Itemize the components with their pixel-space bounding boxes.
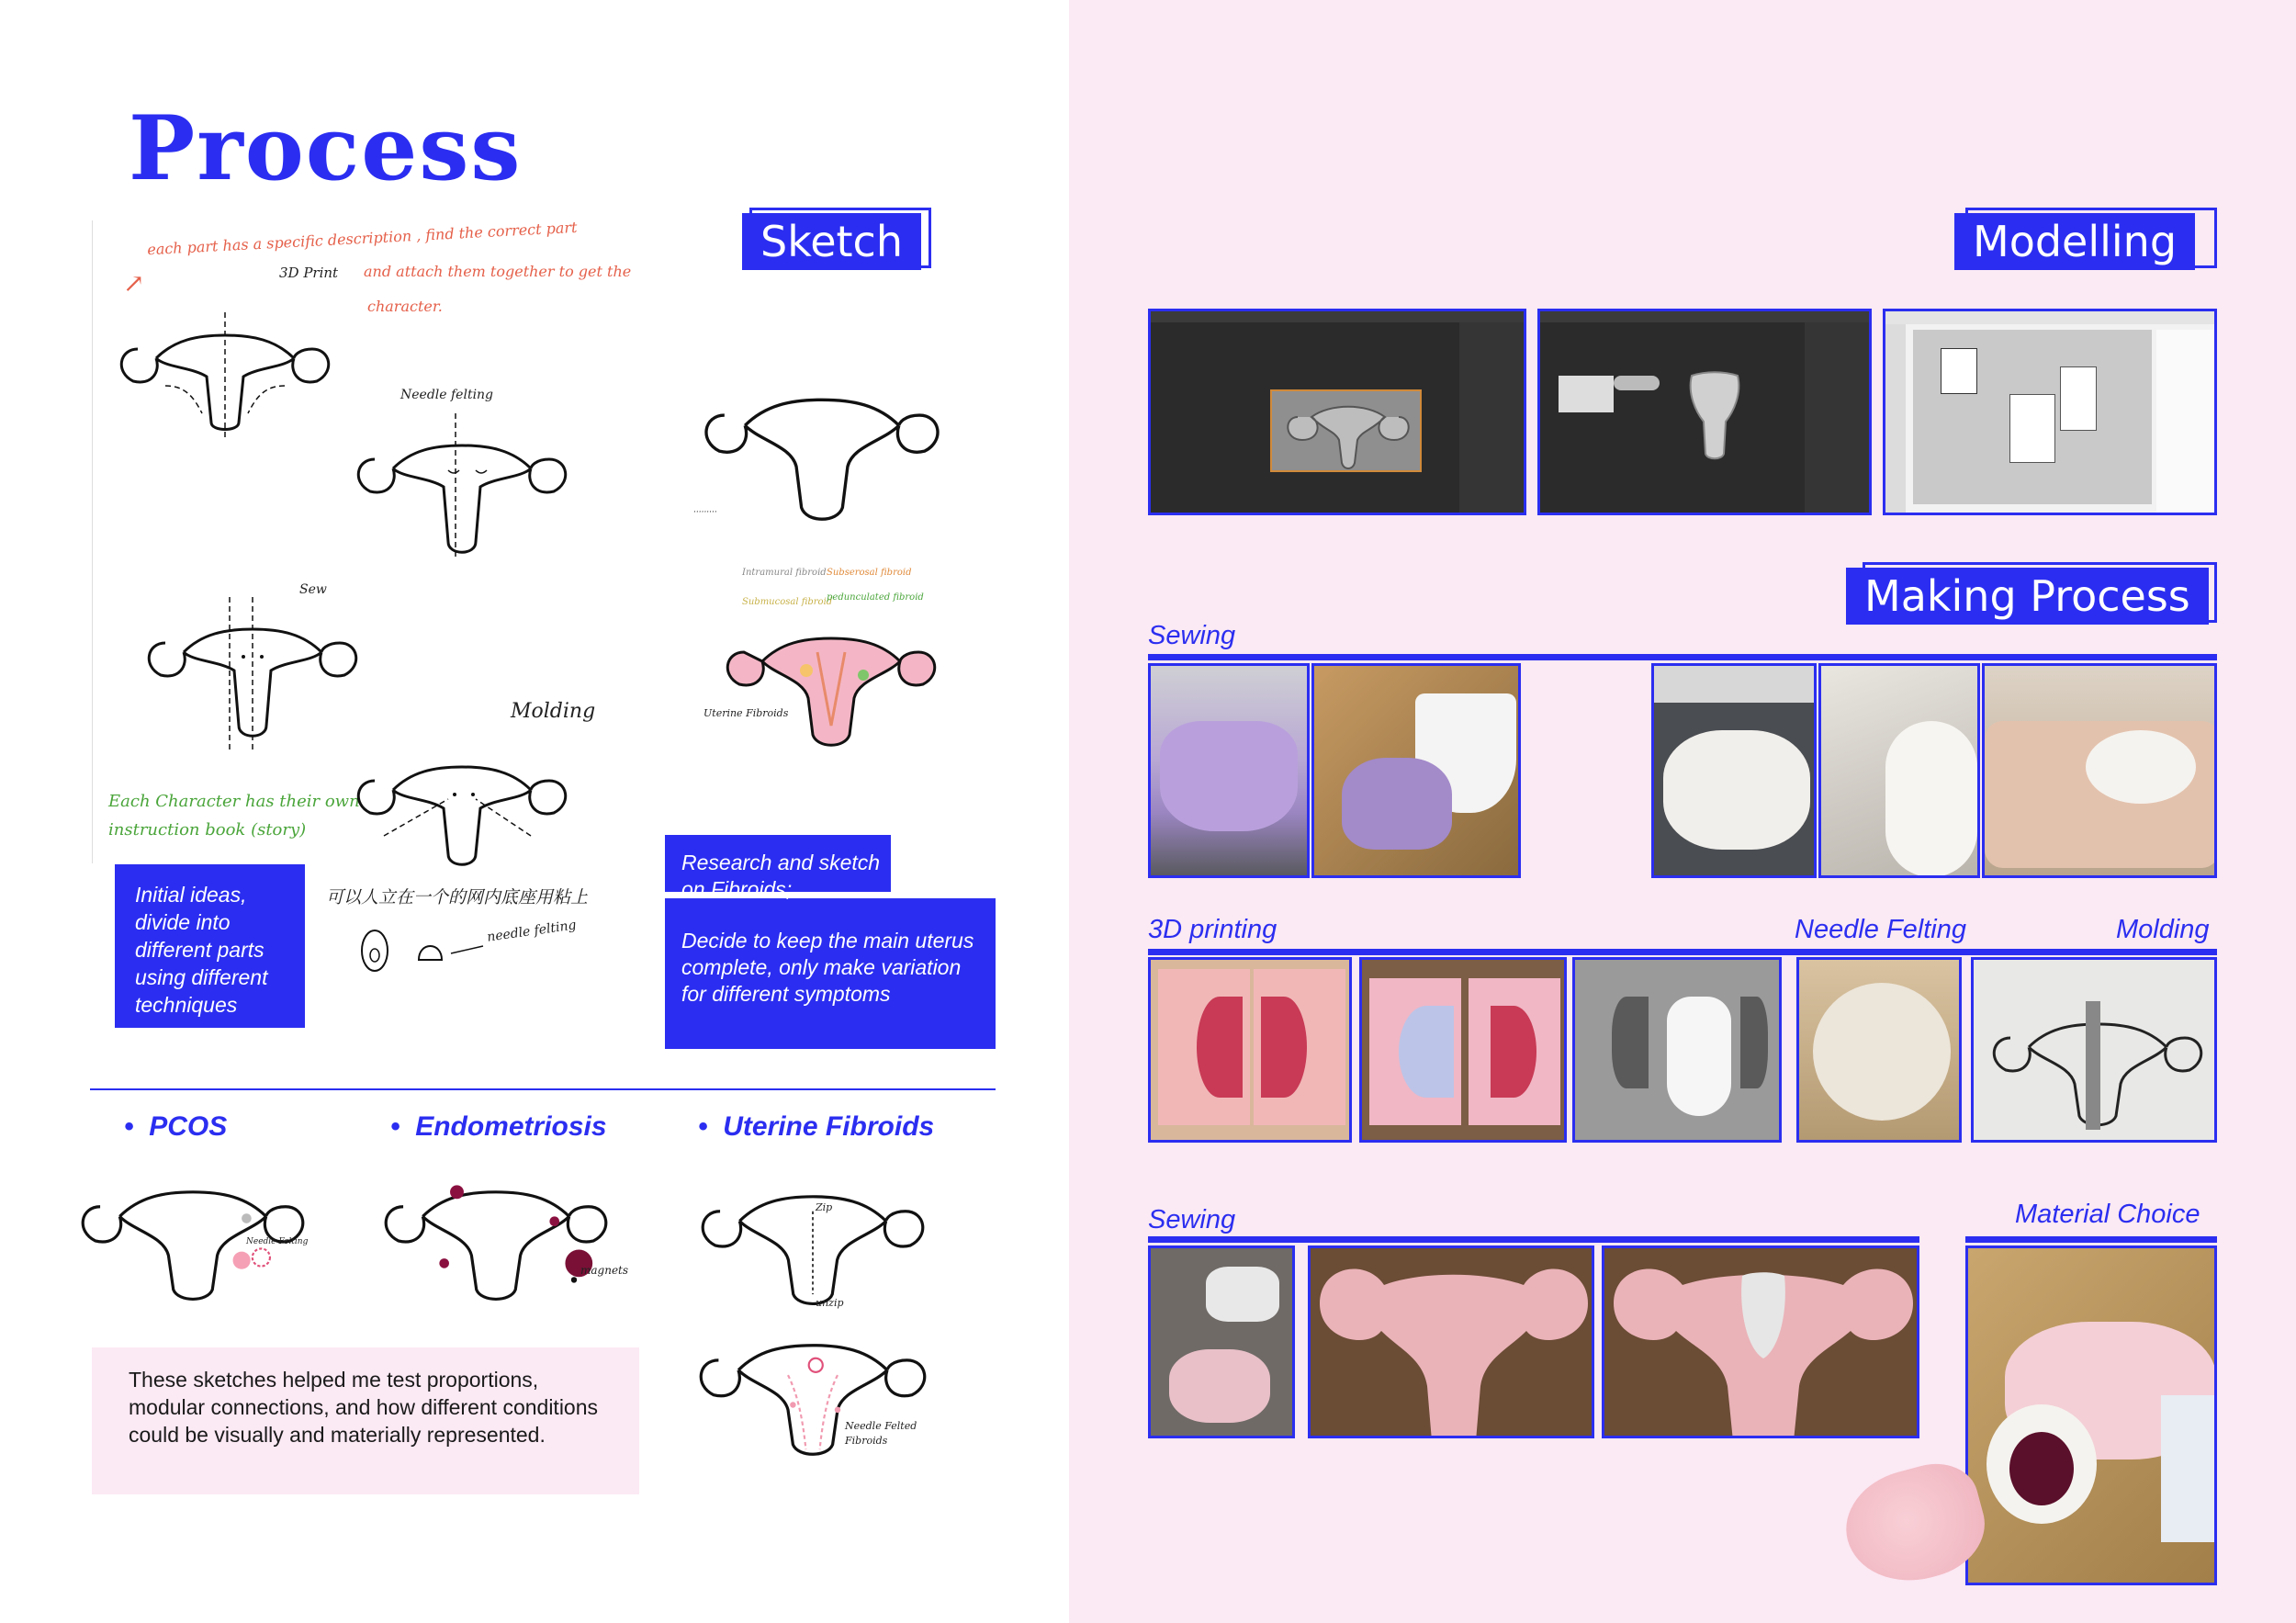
- summary-note: These sketches helped me test proportions, modular connections, and how different conditions could be visually and materially represented.: [92, 1347, 639, 1494]
- photo-silicone-cast: [1572, 957, 1782, 1143]
- research-text-2: Decide to keep the main uterus complete, only make variation for different symptoms: [681, 929, 974, 1006]
- condition-pcos-label: PCOS: [149, 1111, 228, 1142]
- uterus-sketch-3: [138, 588, 367, 762]
- molding-label: Molding: [2116, 915, 2210, 944]
- photo-needle-felt-disc: [1796, 957, 1962, 1143]
- sketch-note-needle-small: needle felting: [486, 918, 578, 945]
- condition-endometriosis: • Endometriosis: [390, 1111, 607, 1142]
- printing-strip-line: [1148, 949, 2217, 955]
- modelling-screenshot-1: [1148, 309, 1526, 515]
- sewing-label-1: Sewing: [1148, 621, 1236, 650]
- sketch-tag: Sketch: [742, 213, 921, 270]
- modelling-tag: Modelling: [1954, 213, 2195, 270]
- condition-endo-label: Endometriosis: [415, 1111, 607, 1142]
- pcos-sketch: [69, 1148, 317, 1304]
- condition-fibroids: • Uterine Fibroids: [698, 1111, 935, 1142]
- photo-sewing-pink-uterus: [1308, 1245, 1594, 1438]
- sewing-strip-line: [1148, 654, 2217, 660]
- sketch-note-tiny: ·········: [693, 508, 717, 517]
- sketch-note-green-1: Each Character has their own: [108, 792, 360, 811]
- photo-printed-mold-2: [1359, 957, 1567, 1143]
- photo-sewing-hand: [1818, 663, 1980, 878]
- modelling-screenshot-2: [1537, 309, 1872, 515]
- sketch-note-molding: Molding: [511, 700, 596, 723]
- condition-pcos: • PCOS: [124, 1111, 228, 1142]
- fibroid-zip-label: Zip: [816, 1201, 833, 1213]
- fibroid-needle-note: Needle Felted Fibroids: [845, 1420, 917, 1447]
- fibroid-label: Uterine Fibroids: [703, 707, 789, 719]
- uterus-sketch-fibroids: [716, 597, 946, 753]
- photo-printed-mold-1: [1148, 957, 1352, 1143]
- fibroid-annot-2: Subserosal fibroid: [827, 568, 912, 578]
- research-text-1: Research and sketch on Fibroids;: [681, 851, 881, 901]
- photo-sewing-pattern: [1311, 663, 1521, 878]
- material-strip-line: [1965, 1236, 2217, 1243]
- sketch-edge: [92, 220, 93, 863]
- uterus-sketch-1: [110, 294, 340, 441]
- sewing-label-2: Sewing: [1148, 1205, 1236, 1234]
- endo-note: magnets: [580, 1264, 629, 1277]
- making-tag: Making Process: [1846, 568, 2209, 625]
- fibroid-annot-3: Submucosal fibroid: [742, 597, 833, 607]
- pink-uterus-insert: [1604, 1248, 1919, 1438]
- endometriosis-sketch: [372, 1148, 620, 1304]
- photo-sewing-palm: [1982, 663, 2217, 878]
- sketch-note-green-2: instruction book (story): [108, 820, 307, 840]
- uterus-sketch-4: [347, 726, 577, 891]
- initial-ideas-box: Initial ideas, divide into different parts using different techniques: [115, 864, 305, 1028]
- sketch-note-3dprint: 3D Print: [279, 265, 339, 281]
- fibroid-annot-1: Intramural fibroid: [742, 568, 827, 578]
- photo-sewing-purple-fabric: [1148, 663, 1310, 878]
- small-sketches: [355, 919, 501, 983]
- fibroid-zip-sketch: [689, 1153, 937, 1309]
- sketch-note-red-2: and attach them together to get the: [364, 263, 632, 280]
- model-uterus-icon: [1279, 389, 1417, 472]
- photo-sewing-with-insert: [1602, 1245, 1919, 1438]
- uterus-sketch-2: [347, 404, 577, 569]
- uterus-sketch-5: [693, 354, 951, 528]
- modelling-screenshot-3: [1883, 309, 2217, 515]
- condition-fibroids-label: Uterine Fibroids: [723, 1111, 935, 1142]
- model-part-icon: [1678, 366, 1751, 468]
- page-title: Process: [129, 96, 523, 200]
- pink-uterus-shape: [1311, 1248, 1594, 1438]
- arrow-icon: ↗: [123, 268, 145, 299]
- sketch-note-red-3: character.: [367, 298, 443, 315]
- section-divider: [90, 1088, 996, 1090]
- fibroid-unzip-label: unzip: [816, 1297, 844, 1309]
- sketch-note-sew: Sew: [299, 582, 327, 597]
- sewing2-strip-line: [1148, 1236, 1919, 1243]
- fibroid-annot-4: pedunculated fibroid: [827, 592, 924, 603]
- photo-material-choice: [1965, 1245, 2217, 1585]
- photo-sewing-pink-white: [1148, 1245, 1295, 1438]
- sketch-note-chinese: 可以人立在一个的网内底座用粘上: [326, 887, 589, 907]
- material-choice-label: Material Choice: [2015, 1200, 2200, 1229]
- molding-uterus-icon: [1983, 978, 2212, 1134]
- sketch-note-red-1: each part has a specific description , find the correct part: [146, 218, 578, 259]
- sketch-note-needle: Needle felting: [400, 388, 494, 402]
- pcos-note: Needle Felting: [246, 1237, 309, 1246]
- photo-sewing-white-fur: [1651, 663, 1817, 878]
- printing-label: 3D printing: [1148, 915, 1277, 944]
- photo-molding-sketch: [1971, 957, 2217, 1143]
- needle-felting-label: Needle Felting: [1795, 915, 1966, 944]
